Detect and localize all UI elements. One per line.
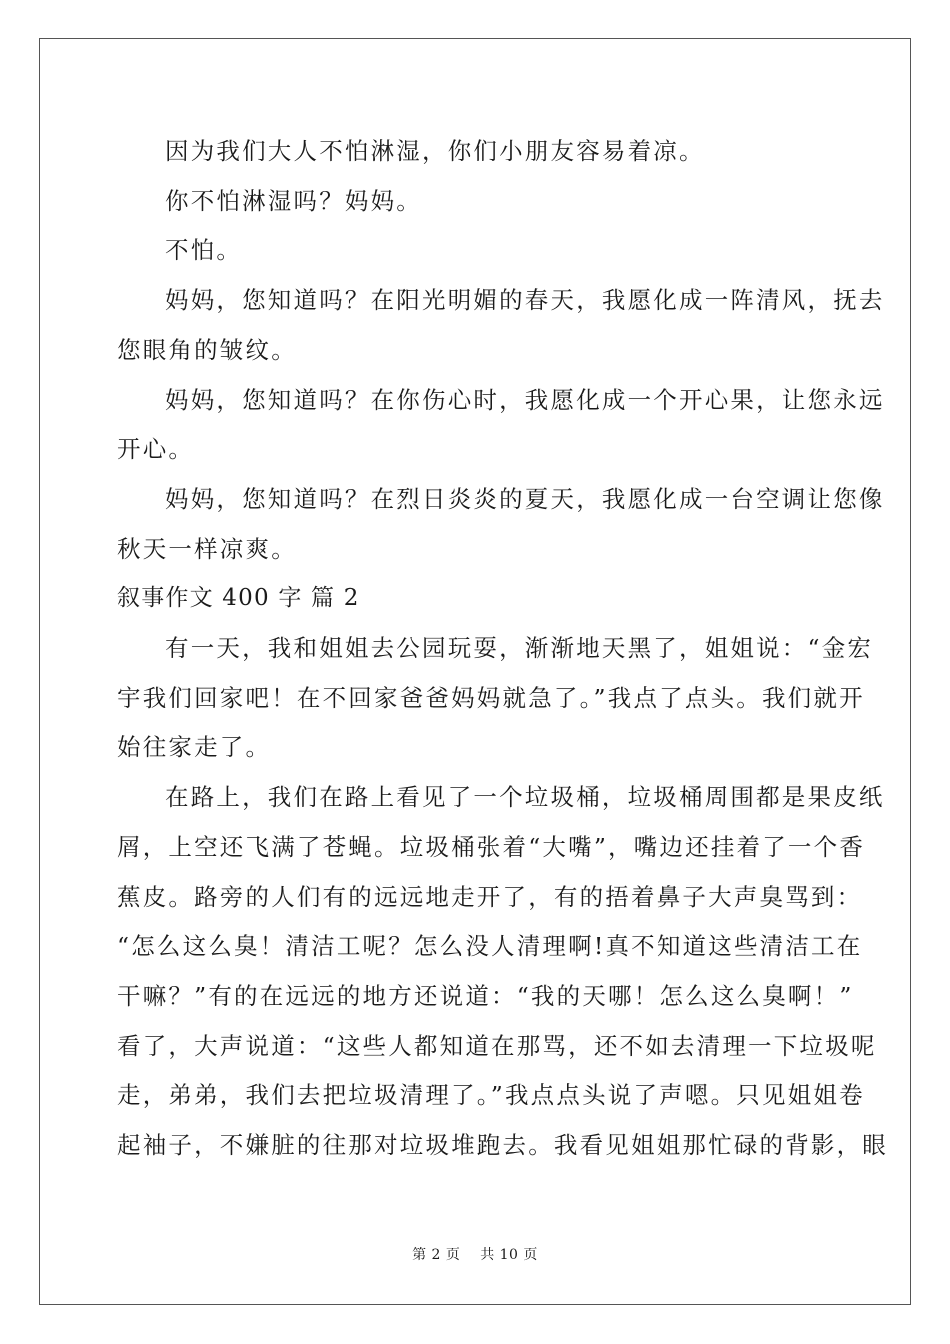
paragraph-line: 有一天，我和姐姐去公园玩耍，渐渐地天黑了，姐姐说：“金宏 [165,634,874,663]
page-total: 共 10 页 [480,1247,538,1263]
paragraph-line: 你不怕淋湿吗？妈妈。 [165,186,422,215]
paragraph-line: 宇我们回家吧！在不回家爸爸妈妈就急了。”我点了点头。我们就开 [117,683,865,712]
paragraph-line: 妈妈，您知道吗？在阳光明媚的春天，我愿化成一阵清风，抚去 [165,286,885,315]
paragraph-line: 起袖子，不嫌脏的往那对垃圾堆跑去。我看见姐姐那忙碌的背影，眼 [117,1131,888,1160]
paragraph-line: 秋天一样凉爽。 [117,534,297,563]
document-body [117,127,888,1171]
paragraph-line: 您眼角的皱纹。 [117,335,297,364]
paragraph-line: 在路上，我们在路上看见了一个垃圾桶，垃圾桶周围都是果皮纸 [165,783,885,812]
paragraph-line: 开心。 [117,435,195,464]
page-number: 第 2 页 [412,1247,461,1263]
section-heading: 叙事作文 400 字 篇 2 [117,585,360,612]
paragraph-line: 妈妈，您知道吗？在你伤心时，我愿化成一个开心果，让您永远 [165,385,885,414]
paragraph-line: 蕉皮。路旁的人们有的远远地走开了，有的捂着鼻子大声臭骂到： [117,882,863,911]
paragraph-line: 始往家走了。 [117,733,272,762]
paragraph-line: 屑，上空还飞满了苍蝇。垃圾桶张着“大嘴”，嘴边还挂着了一个香 [117,832,866,861]
paragraph-line: 走，弟弟，我们去把垃圾清理了。”我点点头说了声嗯。只见姐姐卷 [117,1081,865,1110]
paragraph-line: 不怕。 [165,236,243,265]
paragraph-line: 看了，大声说道：“这些人都知道在那骂，还不如去清理一下垃圾呢 [117,1031,877,1060]
page-footer [0,1244,950,1264]
paragraph-line: 因为我们大人不怕淋湿，你们小朋友容易着凉。 [165,137,705,165]
paragraph-line: “怎么这么臭！清洁工呢？怎么没人清理啊!真不知道这些清洁工在 [117,932,863,961]
paragraph-line: 妈妈，您知道吗？在烈日炎炎的夏天，我愿化成一台空调让您像 [165,484,885,513]
paragraph-line: 干嘛？”有的在远远的地方还说道：“我的天哪！怎么这么臭啊！” [117,981,854,1010]
